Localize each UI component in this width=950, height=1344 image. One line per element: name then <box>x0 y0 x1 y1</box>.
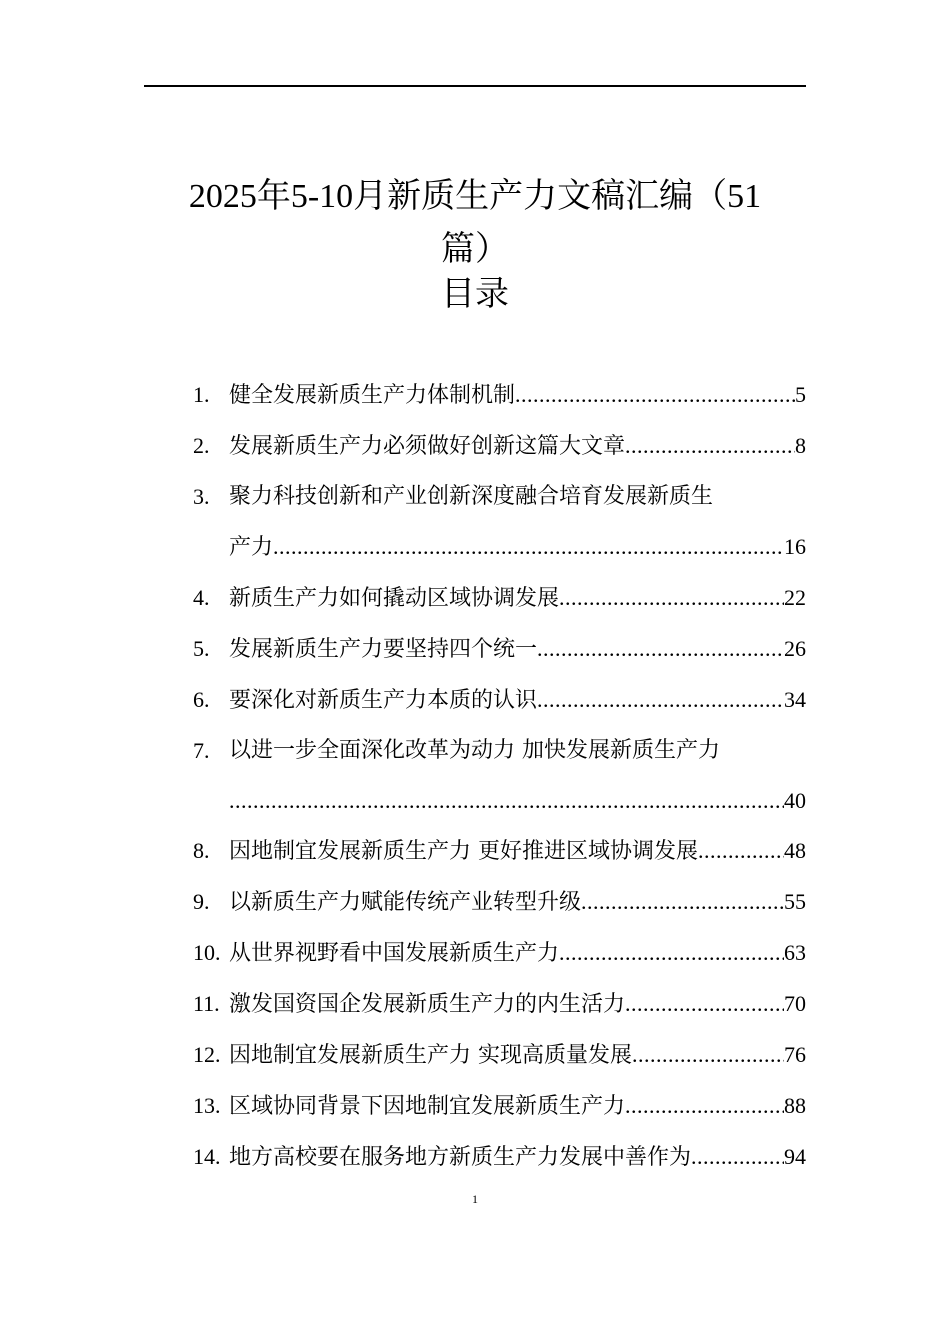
toc-entry-number: 12. <box>193 1042 221 1067</box>
toc-entry-number: 5. <box>193 636 210 661</box>
toc-entry[interactable] <box>193 826 806 877</box>
toc-entry-page: 94 <box>784 1144 806 1169</box>
toc-entry-title: 因地制宜发展新质生产力 更好推进区域协调发展 <box>229 839 698 864</box>
toc-entry-title: 发展新质生产力必须做好创新这篇大文章 <box>229 434 626 459</box>
toc-entry-title: 以进一步全面深化改革为动力 加快发展新质生产力 <box>229 738 720 763</box>
toc-entry-title: 聚力科技创新和产业创新深度融合培育发展新质生 <box>229 484 714 509</box>
toc-entry-page: 5 <box>795 382 806 407</box>
toc-leader-dots <box>691 1132 784 1182</box>
toc-entry[interactable] <box>193 421 806 472</box>
toc-entry-title-continued: 产力 <box>229 535 274 560</box>
toc-leader-dots <box>229 776 784 826</box>
toc-entry-number: 8. <box>193 838 210 863</box>
toc-entry[interactable] <box>193 877 806 928</box>
toc-entry-page: 55 <box>784 889 806 914</box>
title-line-2: 篇） <box>441 229 509 269</box>
toc-entry-title: 从世界视野看中国发展新质生产力 <box>229 941 560 966</box>
toc-leader-dots <box>632 1030 784 1080</box>
toc-entry[interactable] <box>193 624 806 675</box>
toc-entry[interactable] <box>193 1132 806 1183</box>
toc-entry-number: 6. <box>193 687 210 712</box>
toc-leader-dots <box>581 877 784 927</box>
header-rule <box>144 85 806 87</box>
toc-entry-title: 地方高校要在服务地方新质生产力发展中善作为 <box>229 1145 692 1170</box>
title-line-1: 2025年5-10月新质生产力文稿汇编（51 <box>188 176 762 216</box>
toc-entry[interactable] <box>193 928 806 979</box>
toc-entry-number: 2. <box>193 433 210 458</box>
toc-entry-title: 要深化对新质生产力本质的认识 <box>229 688 538 713</box>
toc-leader-dots <box>273 522 784 572</box>
toc-leader-dots <box>537 624 784 674</box>
toc-entry[interactable] <box>193 675 806 726</box>
toc-leader-dots <box>625 979 784 1029</box>
toc-entry-page: 16 <box>784 534 806 559</box>
toc-entry-title: 区域协同背景下因地制宜发展新质生产力 <box>229 1094 626 1119</box>
toc-entry-page: 8 <box>795 433 806 458</box>
toc-leader-dots <box>698 826 784 876</box>
toc-entry-page: 22 <box>784 585 806 610</box>
toc-leader-dots <box>559 573 784 623</box>
toc-entry-page: 34 <box>784 687 806 712</box>
toc-entry[interactable] <box>193 370 806 421</box>
toc-entry-title: 新质生产力如何撬动区域协调发展 <box>229 586 560 611</box>
toc-entry-page: 70 <box>784 991 806 1016</box>
toc-leader-dots <box>515 370 795 420</box>
page-number: 1 <box>472 1192 478 1206</box>
toc-entry[interactable] <box>193 726 806 826</box>
toc-entry-page: 63 <box>784 940 806 965</box>
toc-entry[interactable] <box>193 1030 806 1081</box>
toc-entry-number: 3. <box>193 484 210 509</box>
toc-heading: 目录 <box>441 274 509 314</box>
toc-entry-page: 88 <box>784 1093 806 1118</box>
toc-leader-dots <box>537 675 784 725</box>
toc-entry-number: 7. <box>193 738 210 763</box>
toc-entry-number: 4. <box>193 585 210 610</box>
toc-leader-dots <box>559 928 784 978</box>
toc-entry-title: 以新质生产力赋能传统产业转型升级 <box>229 890 582 915</box>
toc-entry-number: 1. <box>193 382 210 407</box>
toc-entry[interactable] <box>193 573 806 624</box>
toc-leader-dots <box>625 1081 784 1131</box>
toc-leader-dots <box>625 421 795 471</box>
toc-entry[interactable] <box>193 1081 806 1132</box>
toc-entry[interactable] <box>193 472 806 573</box>
toc-entry-number: 10. <box>193 940 221 965</box>
toc-entry[interactable] <box>193 979 806 1030</box>
toc-entry-number: 14. <box>193 1144 221 1169</box>
table-of-contents <box>193 370 806 1183</box>
toc-entry-page: 48 <box>784 838 806 863</box>
toc-entry-number: 13. <box>193 1093 221 1118</box>
toc-entry-page: 26 <box>784 636 806 661</box>
toc-entry-page: 40 <box>784 788 806 813</box>
toc-entry-title: 激发国资国企发展新质生产力的内生活力 <box>229 992 626 1017</box>
toc-entry-number: 9. <box>193 889 210 914</box>
toc-entry-page: 76 <box>784 1042 806 1067</box>
toc-entry-title: 因地制宜发展新质生产力 实现高质量发展 <box>229 1043 632 1068</box>
document-title <box>120 170 830 275</box>
toc-entry-number: 11. <box>193 991 220 1016</box>
toc-entry-title: 发展新质生产力要坚持四个统一 <box>229 637 538 662</box>
toc-entry-title: 健全发展新质生产力体制机制 <box>229 383 516 408</box>
